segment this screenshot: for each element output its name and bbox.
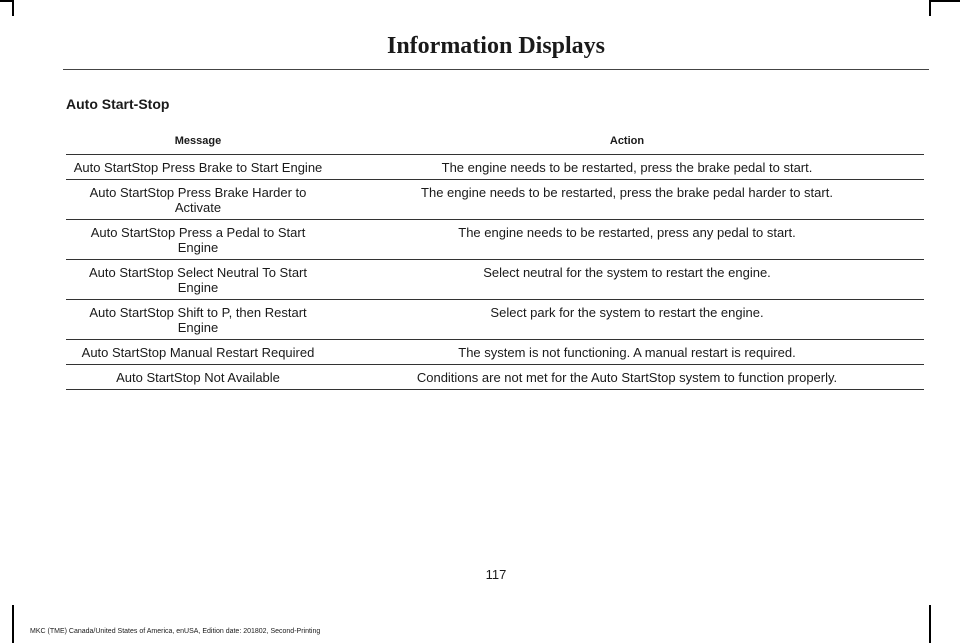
action-cell: The engine needs to be restarted, press any pedal to start. [330,220,924,260]
message-cell: Auto StartStop Press a Pedal to Start Engine [66,220,330,260]
table-row [66,260,924,300]
action-cell: The engine needs to be restarted, press the brake pedal harder to start. [330,180,924,220]
crop-mark [929,0,931,16]
table-row [66,155,924,180]
header-rule [63,69,929,70]
table-row [66,365,924,390]
action-cell: Select park for the system to restart the engine. [330,300,924,340]
table-header-row [66,128,924,155]
column-header-action: Action [330,128,924,155]
table-row [66,300,924,340]
action-cell: Select neutral for the system to restart the engine. [330,260,924,300]
edition-note: MKC (TME) Canada/United States of America, enUSA, Edition date: 201802, Second-Printing [30,628,321,635]
messages-table [66,128,924,390]
table-row [66,180,924,220]
column-header-message: Message [66,128,330,155]
crop-mark [929,0,960,2]
message-cell: Auto StartStop Not Available [66,365,330,390]
message-cell: Auto StartStop Press Brake Harder to Activate [66,180,330,220]
message-cell: Auto StartStop Press Brake to Start Engine [66,155,330,180]
crop-mark [929,605,931,643]
action-cell: The system is not functioning. A manual restart is required. [330,340,924,365]
page-number: 117 [485,567,507,582]
crop-mark [12,605,14,643]
page-title: Information Displays [386,33,606,59]
message-cell: Auto StartStop Select Neutral To Start Engine [66,260,330,300]
message-cell: Auto StartStop Shift to P, then Restart Engine [66,300,330,340]
action-cell: The engine needs to be restarted, press the brake pedal to start. [330,155,924,180]
table-row [66,220,924,260]
crop-mark [12,0,14,16]
action-cell: Conditions are not met for the Auto StartStop system to function properly. [330,365,924,390]
table-row [66,340,924,365]
message-cell: Auto StartStop Manual Restart Required [66,340,330,365]
section-heading: Auto Start-Stop [66,96,170,112]
